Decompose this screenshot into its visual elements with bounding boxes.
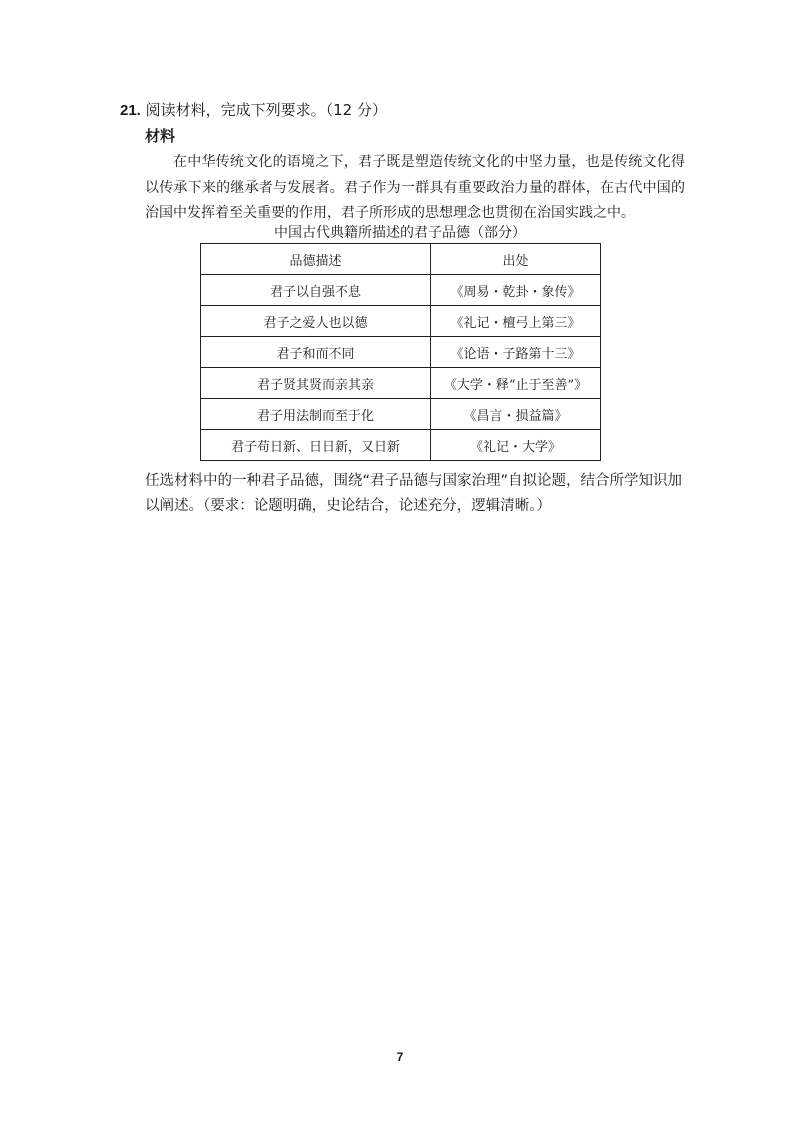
source-cell: 《礼记・大学》 bbox=[431, 430, 601, 461]
virtue-description-cell: 君子以自强不息 bbox=[201, 275, 431, 306]
source-cell: 《论语・子路第十三》 bbox=[431, 337, 601, 368]
source-cell: 《昌言・损益篇》 bbox=[431, 399, 601, 430]
material-label: 材料 bbox=[145, 127, 176, 145]
question-number: 21. bbox=[120, 102, 141, 119]
table-row bbox=[201, 275, 601, 306]
task-instructions: 任选材料中的一种君子品德，围绕“君子品德与国家治理”自拟论题，结合所学知识加以阐述。（要求：论题明确，史论结合，论述充分，逻辑清晰。） bbox=[145, 473, 683, 514]
source-cell: 《礼记・檀弓上第三》 bbox=[431, 306, 601, 337]
header-source: 出处 bbox=[431, 244, 601, 275]
material-paragraph: 在中华传统文化的语境之下，君子既是塑造传统文化的中坚力量，也是传统文化得以传承下来的继承者与发展者。君子作为一群具有重要政治力量的群体，在古代中国的治国中发挥着至关重要的作用，君子所形成的思想理念也贯彻在治国实践之中。 bbox=[145, 154, 685, 221]
table-row bbox=[201, 399, 601, 430]
virtue-description-cell: 君子之爱人也以德 bbox=[201, 306, 431, 337]
table-caption: 中国古代典籍所描述的君子品德（部分） bbox=[274, 225, 526, 241]
table-row bbox=[201, 337, 601, 368]
virtue-description-cell: 君子和而不同 bbox=[201, 337, 431, 368]
header-virtue-description: 品德描述 bbox=[201, 244, 431, 275]
page-number: 7 bbox=[396, 1050, 404, 1064]
question-prompt: 阅读材料，完成下列要求。（12 分） bbox=[145, 101, 387, 119]
table-row bbox=[201, 368, 601, 399]
virtues-table bbox=[200, 243, 601, 461]
question-header bbox=[120, 100, 387, 121]
virtue-description-cell: 君子苟日新、日日新，又日新 bbox=[201, 430, 431, 461]
table-header-row bbox=[201, 244, 601, 275]
table-row bbox=[201, 430, 601, 461]
table-row bbox=[201, 306, 601, 337]
source-cell: 《周易・乾卦・象传》 bbox=[431, 275, 601, 306]
source-cell: 《大学・释“止于至善”》 bbox=[431, 368, 601, 399]
virtue-description-cell: 君子贤其贤而亲其亲 bbox=[201, 368, 431, 399]
virtue-description-cell: 君子用法制而至于化 bbox=[201, 399, 431, 430]
